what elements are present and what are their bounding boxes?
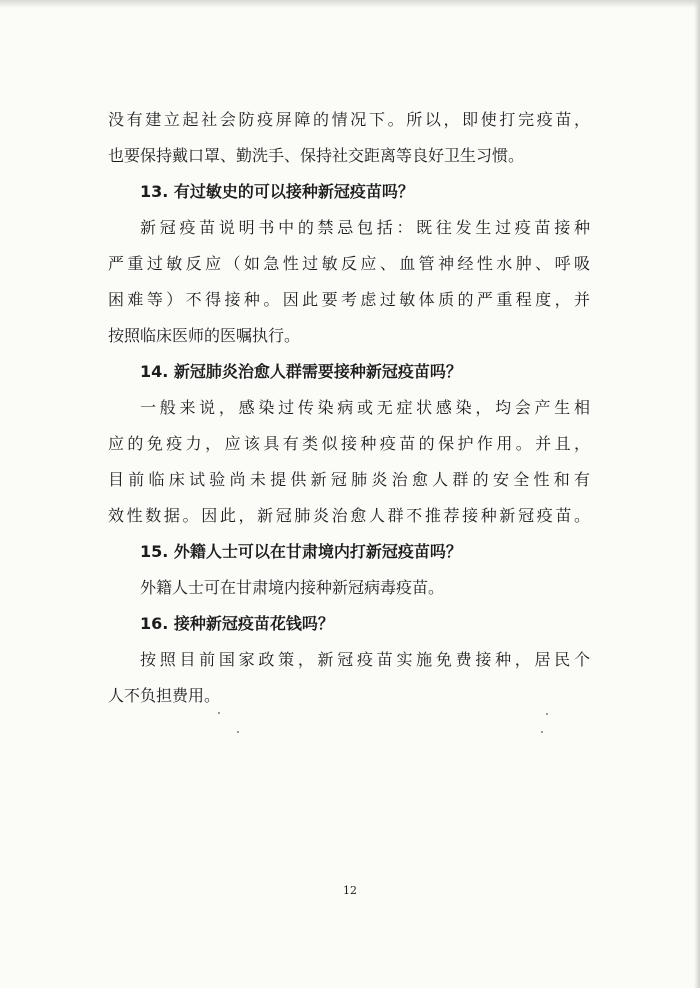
question-heading-13: 13. 有过敏史的可以接种新冠疫苗吗？ — [140, 182, 414, 201]
page-number: 12 — [343, 884, 357, 897]
page-body — [108, 108, 590, 720]
scan-shadow-top — [0, 0, 700, 8]
question-heading-14: 14. 新冠肺炎治愈人群需要接种新冠疫苗吗？ — [140, 362, 462, 381]
answer-line: 困难等）不得接种。因此要考虑过敏体质的严重程度，并 — [108, 290, 590, 309]
answer-line: 效性数据。因此，新冠肺炎治愈人群不推荐接种新冠疫苗。 — [108, 506, 590, 525]
scan-speck — [218, 712, 220, 714]
answer-line: 外籍人士可在甘肃境内接种新冠病毒疫苗。 — [140, 578, 445, 597]
scan-speck — [546, 713, 548, 715]
question-heading-16: 16. 接种新冠疫苗花钱吗？ — [140, 614, 334, 633]
body-line: 也要保持戴口罩、勤洗手、保持社交距离等良好卫生习惯。 — [108, 146, 525, 165]
answer-line: 新冠疫苗说明书中的禁忌包括：既往发生过疫苗接种 — [140, 218, 590, 237]
question-heading-15: 15. 外籍人士可以在甘肃境内打新冠疫苗吗？ — [140, 542, 462, 561]
scan-shadow-right — [694, 0, 700, 988]
answer-line: 严重过敏反应（如急性过敏反应、血管神经性水肿、呼吸 — [108, 254, 590, 273]
body-line: 没有建立起社会防疫屏障的情况下。所以，即使打完疫苗， — [108, 110, 590, 129]
scan-speck — [237, 731, 239, 733]
answer-line: 应的免疫力，应该具有类似接种疫苗的保护作用。并且， — [108, 434, 590, 453]
answer-line: 目前临床试验尚未提供新冠肺炎治愈人群的安全性和有 — [108, 470, 590, 489]
answer-line: 按照临床医师的医嘱执行。 — [108, 326, 301, 345]
answer-line: 按照目前国家政策，新冠疫苗实施免费接种，居民个 — [140, 650, 590, 669]
answer-line: 一般来说，感染过传染病或无症状感染，均会产生相 — [140, 398, 590, 417]
scan-speck — [541, 731, 543, 733]
answer-line: 人不负担费用。 — [108, 686, 221, 705]
